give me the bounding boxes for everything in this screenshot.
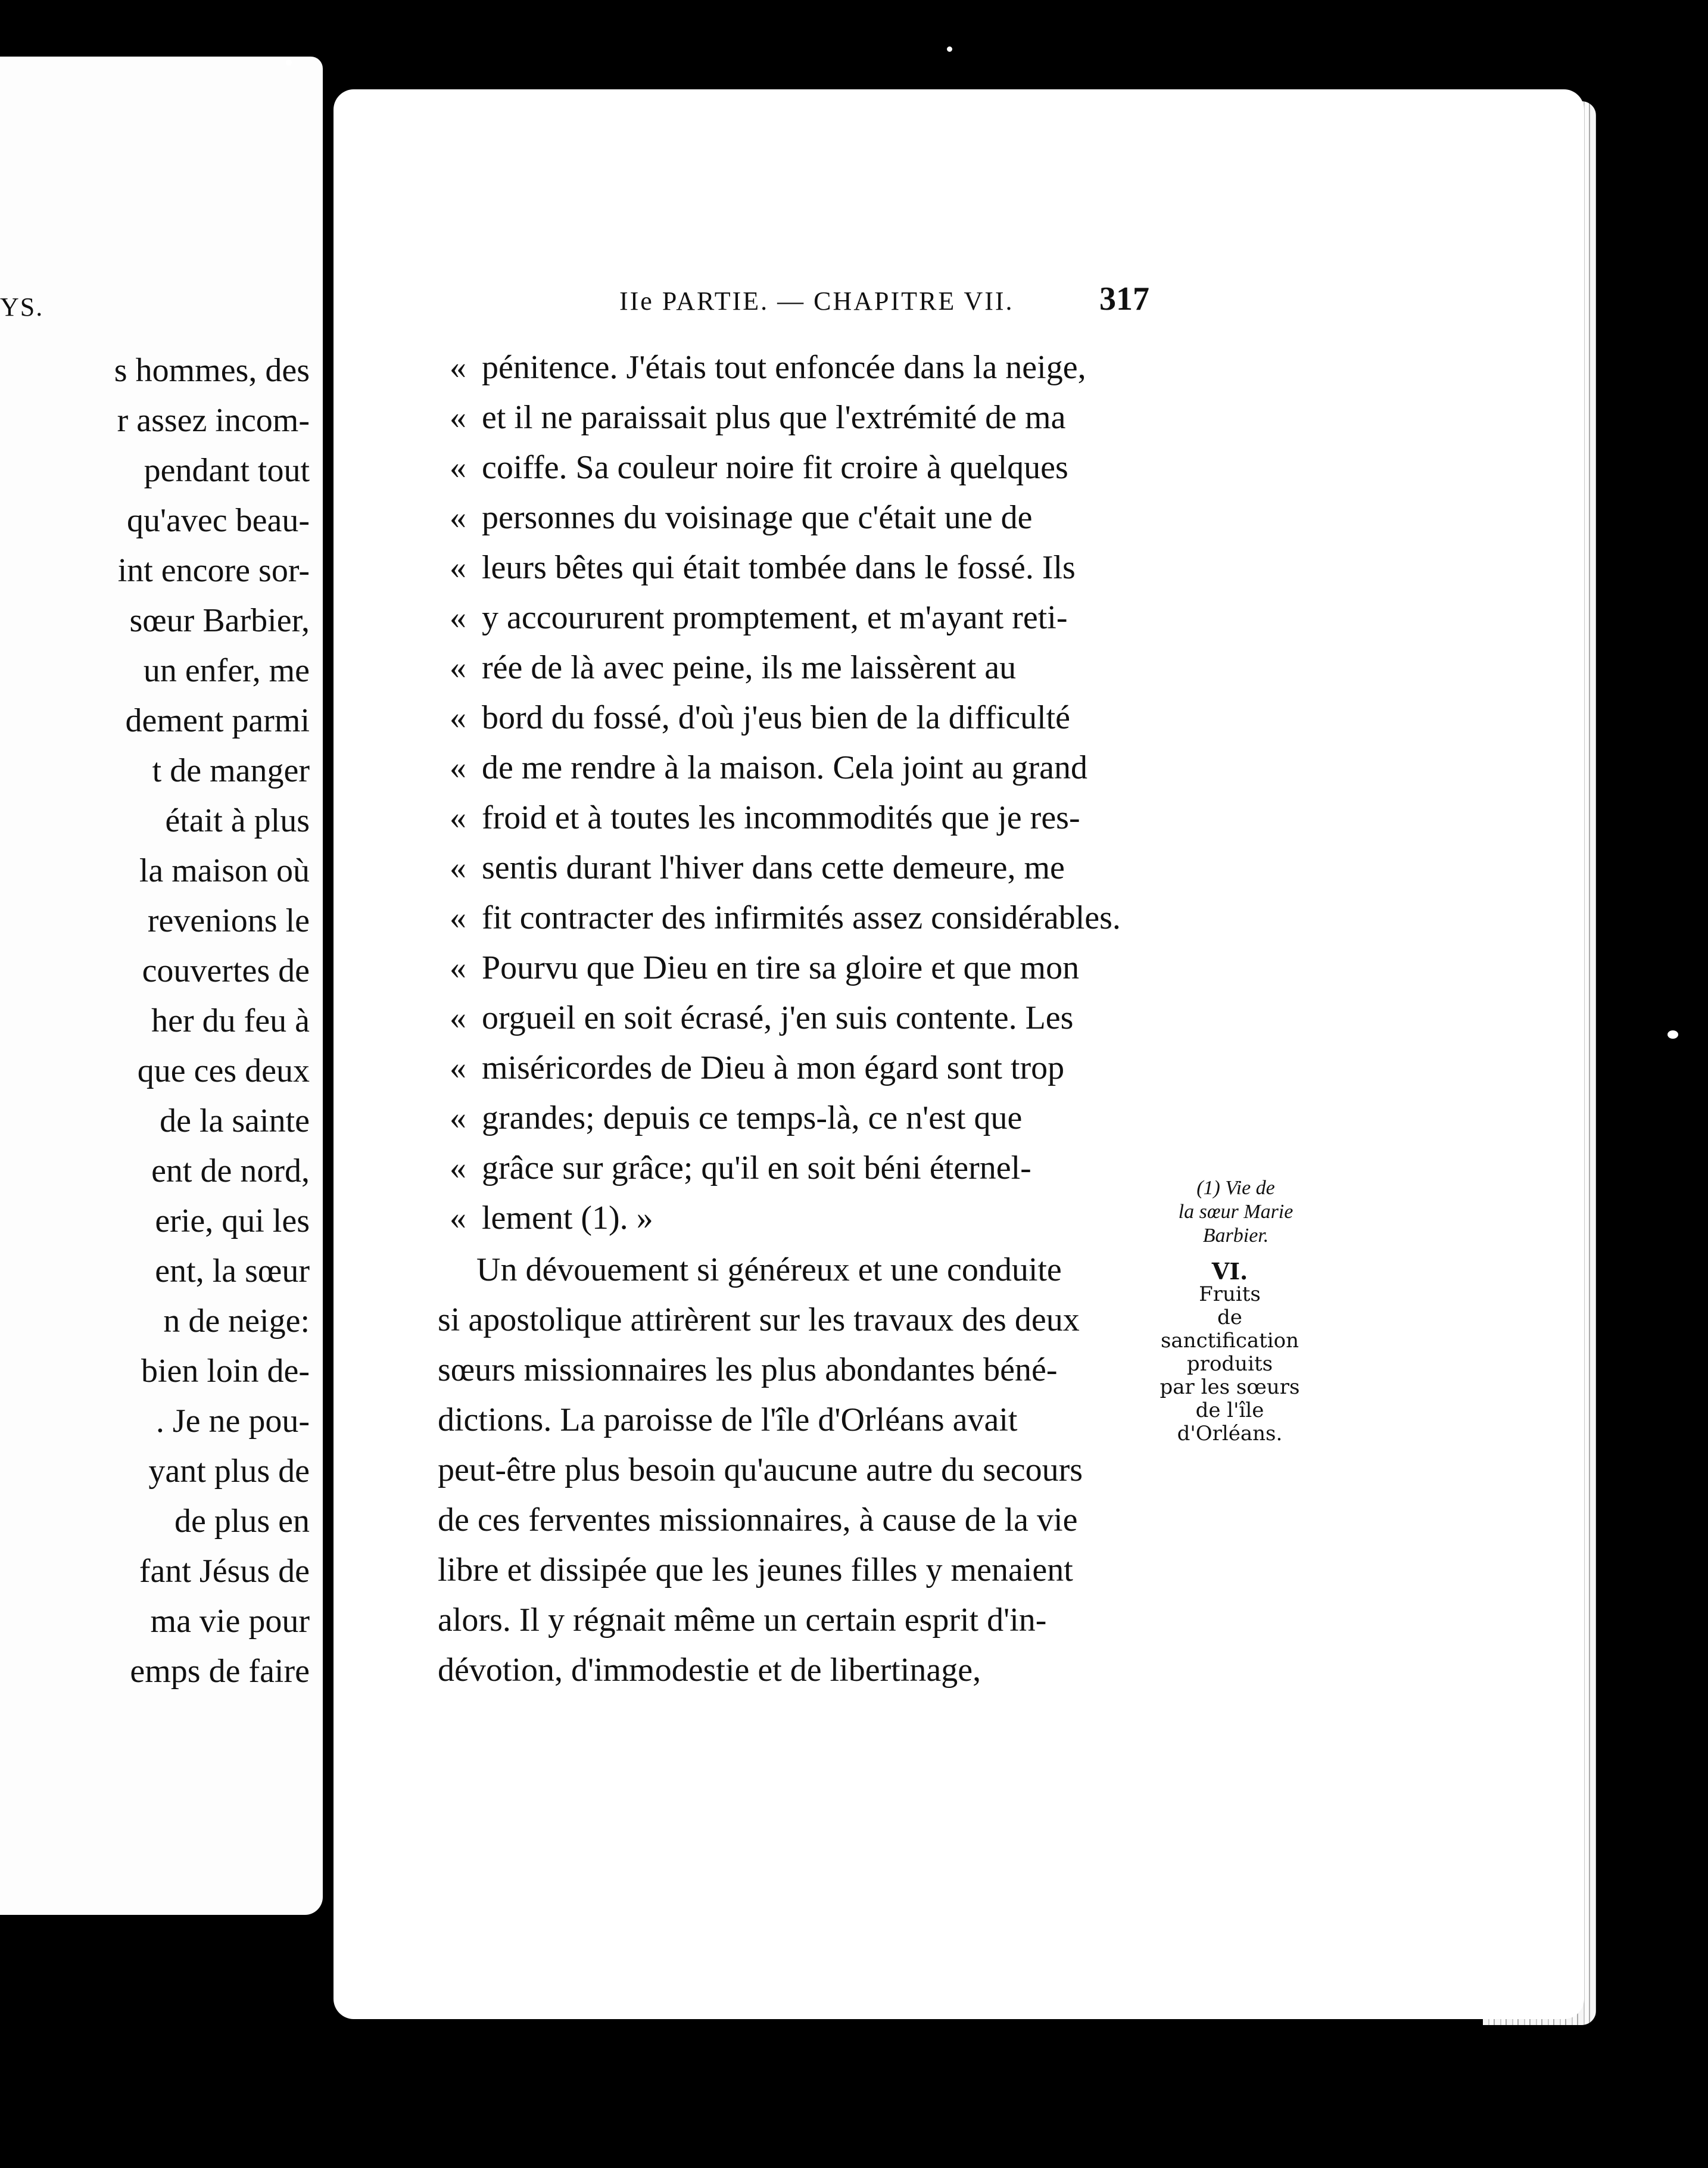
footnote-line: la sœur Marie (1178, 1201, 1294, 1223)
quoted-line-text: fit contracter des infirmités assez considérables. (482, 899, 1121, 936)
marginal-note-line: Fruits (1199, 1282, 1261, 1306)
left-running-head: YS. (0, 292, 44, 322)
marginal-note-line: sanctification (1160, 1329, 1299, 1353)
left-page-line: ent de nord, (151, 1152, 310, 1189)
quoted-line-text: coiffe. Sa couleur noire fit croire à quelques (482, 449, 1068, 486)
quoted-line (450, 1143, 1031, 1193)
left-page-line: erie, qui les (155, 1203, 310, 1239)
footnote-line: (1) Vie de (1196, 1177, 1275, 1199)
guillemet: « (450, 499, 466, 536)
left-page-line: int encore sor- (117, 552, 310, 589)
quoted-line-text: grandes; depuis ce temps-là, ce n'est que (482, 1099, 1023, 1136)
left-page-line: ent, la sœur (155, 1253, 310, 1289)
left-page (0, 57, 323, 1915)
left-page-line: r assez incom- (117, 402, 310, 439)
left-page-line: couvertes de (142, 952, 310, 989)
quoted-line-text: lement (1). » (482, 1200, 653, 1236)
guillemet: « (450, 599, 466, 636)
paragraph-line: libre et dissipée que les jeunes filles y menaient (438, 1552, 1073, 1588)
guillemet: « (450, 749, 466, 786)
left-page-line: her du feu à (151, 1002, 310, 1039)
paragraph-line: sœurs missionnaires les plus abondantes béné- (438, 1351, 1058, 1388)
paragraph-line: dévotion, d'immodestie et de libertinage, (438, 1652, 981, 1689)
left-page-line: s hommes, des (114, 352, 310, 389)
left-page-line: fant Jésus de (139, 1553, 310, 1590)
footnote-line: Barbier. (1202, 1225, 1269, 1247)
quoted-line-text: personnes du voisinage que c'était une de (482, 499, 1033, 536)
left-page-line: sœur Barbier, (129, 602, 310, 639)
marginal-note-line: de (1217, 1306, 1242, 1329)
quoted-line (450, 993, 1073, 1043)
left-page-line: de plus en (174, 1503, 310, 1540)
quoted-line-text: froid et à toutes les incommodités que je res- (482, 799, 1080, 836)
quoted-line-text: pénitence. J'étais tout enfoncée dans la neige, (482, 349, 1086, 386)
guillemet: « (450, 799, 466, 836)
quoted-line (450, 743, 1087, 793)
quoted-line-text: et il ne paraissait plus que l'extrémité de ma (482, 399, 1066, 436)
paragraph-line: de ces ferventes missionnaires, à cause de la vie (438, 1502, 1078, 1538)
quoted-line-text: rée de là avec peine, ils me laissèrent au (482, 649, 1017, 686)
quoted-line-text: sentis durant l'hiver dans cette demeure, me (482, 849, 1065, 886)
quoted-line (450, 693, 1070, 743)
guillemet: « (450, 399, 466, 436)
guillemet: « (450, 849, 466, 886)
marginal-note-line: produits (1186, 1352, 1273, 1376)
quoted-line (450, 843, 1065, 893)
quoted-line (450, 443, 1068, 493)
guillemet: « (450, 1200, 466, 1236)
left-page-line: yant plus de (148, 1453, 310, 1490)
quoted-line-text: de me rendre à la maison. Cela joint au grand (482, 749, 1087, 786)
quoted-line-text: miséricordes de Dieu à mon égard sont trop (482, 1049, 1065, 1086)
left-page-line: revenions le (147, 902, 310, 939)
scan-speck (947, 46, 952, 52)
quoted-line (450, 1193, 653, 1243)
guillemet: « (450, 449, 466, 486)
guillemet: « (450, 899, 466, 936)
quoted-line (450, 593, 1067, 643)
quoted-line-text: bord du fossé, d'où j'eus bien de la difficulté (482, 699, 1071, 736)
quoted-line-text: grâce sur grâce; qu'il en soit béni éternel- (482, 1150, 1031, 1186)
quoted-line-text: y accoururent promptement, et m'ayant reti- (482, 599, 1068, 636)
marginal-note-line: de l'île (1195, 1398, 1264, 1422)
guillemet: « (450, 999, 466, 1036)
left-page-line: t de manger (152, 752, 310, 789)
guillemet: « (450, 1099, 466, 1136)
paragraph-line: peut-être plus besoin qu'aucune autre du secours (438, 1451, 1083, 1488)
paragraph-line: Un dévouement si généreux et une conduite (476, 1251, 1062, 1288)
marginal-note-number: VI. (1211, 1258, 1248, 1285)
left-page-line: bien loin de- (141, 1353, 310, 1390)
quoted-line (450, 793, 1080, 843)
left-page-line: était à plus (165, 802, 310, 839)
quoted-line-text: leurs bêtes qui était tombée dans le fossé. Ils (482, 549, 1076, 586)
guillemet: « (450, 649, 466, 686)
quoted-line (450, 1043, 1064, 1093)
guillemet: « (450, 549, 466, 586)
left-page-line: dement parmi (125, 702, 310, 739)
quoted-line-text: orgueil en soit écrasé, j'en suis contente. Les (482, 999, 1074, 1036)
quoted-line-text: Pourvu que Dieu en tire sa gloire et que mon (482, 949, 1080, 986)
marginal-note-line: d'Orléans. (1177, 1422, 1283, 1446)
quoted-line (450, 643, 1016, 693)
scan-speck (1668, 1030, 1678, 1039)
left-page-line: qu'avec beau- (126, 502, 310, 539)
paragraph-line: alors. Il y régnait même un certain esprit d'in- (438, 1602, 1047, 1639)
paragraph-line: si apostolique attirèrent sur les travaux des deux (438, 1301, 1080, 1338)
quoted-line (450, 393, 1065, 443)
running-head: IIe PARTIE. — CHAPITRE VII. (619, 286, 1014, 316)
quoted-line (450, 893, 1121, 943)
paragraph-line: dictions. La paroisse de l'île d'Orléans avait (438, 1401, 1018, 1438)
left-page-line: emps de faire (130, 1653, 310, 1690)
quoted-line (450, 493, 1032, 543)
quoted-line (450, 1093, 1022, 1143)
quoted-line (450, 943, 1079, 993)
guillemet: « (450, 699, 466, 736)
guillemet: « (450, 349, 466, 386)
left-page-line: ma vie pour (150, 1603, 310, 1640)
left-page-line: n de neige: (163, 1303, 310, 1340)
guillemet: « (450, 949, 466, 986)
left-page-line: un enfer, me (143, 652, 310, 689)
marginal-note-line: par les sœurs (1160, 1375, 1300, 1399)
page-number: 317 (1099, 281, 1149, 317)
left-page-line: pendant tout (144, 452, 310, 489)
footnote (1155, 1176, 1316, 1248)
scan-speck (286, 60, 292, 66)
quoted-line (450, 342, 1086, 393)
left-page-line: . Je ne pou- (155, 1403, 310, 1440)
left-page-line: la maison où (139, 852, 310, 889)
quoted-line (450, 543, 1076, 593)
left-page-line: que ces deux (137, 1052, 310, 1089)
marginal-note (1149, 1260, 1310, 1446)
left-page-line: de la sainte (160, 1102, 310, 1139)
guillemet: « (450, 1150, 466, 1186)
guillemet: « (450, 1049, 466, 1086)
